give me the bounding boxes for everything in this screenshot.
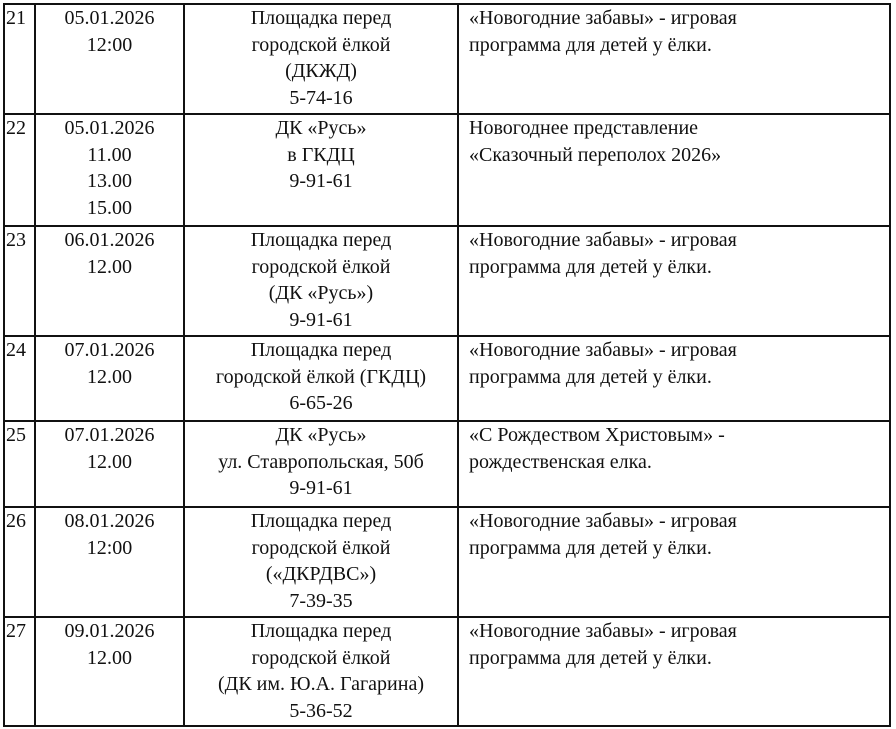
date-time-cell-line: 07.01.2026 xyxy=(64,339,155,361)
events-table xyxy=(3,3,891,727)
venue-cell-line: ДК «Русь» xyxy=(275,117,367,139)
event-description-cell xyxy=(458,4,890,114)
event-description-cell-line: рождественская елка. xyxy=(469,450,652,473)
venue-cell xyxy=(184,4,458,114)
venue-cell-line: ДК «Русь» xyxy=(275,424,367,446)
date-time-cell-line: 13.00 xyxy=(87,170,132,192)
venue-cell xyxy=(184,226,458,336)
date-time-cell-line: 15.00 xyxy=(87,196,132,219)
event-description-cell xyxy=(458,226,890,336)
venue-cell-line: Площадка перед xyxy=(250,229,392,251)
venue-cell-line: городской ёлкой xyxy=(251,33,391,56)
table-row xyxy=(4,336,890,421)
date-time-cell xyxy=(35,4,184,114)
event-description-cell xyxy=(458,421,890,507)
venue-cell xyxy=(184,114,458,226)
event-description-cell-line: Новогоднее представление xyxy=(469,117,699,139)
event-description-cell-line: «Новогодние забавы» - игровая xyxy=(469,510,737,532)
venue-cell xyxy=(184,617,458,726)
date-time-cell-line: 08.01.2026 xyxy=(64,510,155,532)
venue-cell-line: 9-91-61 xyxy=(289,170,353,192)
table-row xyxy=(4,226,890,336)
date-time-cell xyxy=(35,114,184,226)
date-time-cell-line: 12.00 xyxy=(87,450,132,473)
date-time-cell-line: 09.01.2026 xyxy=(64,620,155,642)
date-time-cell xyxy=(35,226,184,336)
event-description-cell-line: программа для детей у ёлки. xyxy=(469,536,712,559)
table-row xyxy=(4,617,890,726)
row-number-cell: 27 xyxy=(4,617,35,726)
table-row xyxy=(4,114,890,226)
event-description-cell-line: «С Рождеством Христовым» - xyxy=(469,424,725,446)
date-time-cell-line: 12.00 xyxy=(87,255,132,278)
event-description-cell xyxy=(458,507,890,617)
venue-cell-line: в ГКДЦ xyxy=(287,143,355,166)
venue-cell-line: 9-91-61 xyxy=(289,477,353,499)
event-description-cell-line: «Сказочный переполох 2026» xyxy=(469,143,722,166)
row-number-cell: 25 xyxy=(4,421,35,507)
date-time-cell xyxy=(35,507,184,617)
event-description-cell-line: «Новогодние забавы» - игровая xyxy=(469,620,737,642)
events-table-body xyxy=(4,4,890,726)
date-time-cell-line: 05.01.2026 xyxy=(64,117,155,139)
row-number-cell: 21 xyxy=(4,4,35,114)
venue-cell xyxy=(184,507,458,617)
venue-cell xyxy=(184,421,458,507)
venue-cell-line: 6-65-26 xyxy=(289,392,353,414)
venue-cell xyxy=(184,336,458,421)
date-time-cell-line: 07.01.2026 xyxy=(64,424,155,446)
venue-cell-line: Площадка перед xyxy=(250,620,392,642)
venue-cell-line: Площадка перед xyxy=(250,7,392,29)
date-time-cell xyxy=(35,421,184,507)
venue-cell-line: Площадка перед xyxy=(250,510,392,532)
date-time-cell xyxy=(35,617,184,726)
venue-cell-line: 7-39-35 xyxy=(289,589,353,612)
event-description-cell xyxy=(458,617,890,726)
date-time-cell-line: 05.01.2026 xyxy=(64,7,155,29)
event-description-cell-line: программа для детей у ёлки. xyxy=(469,365,712,388)
row-number-cell: 22 xyxy=(4,114,35,226)
date-time-cell-line: 12:00 xyxy=(86,536,133,559)
table-row xyxy=(4,4,890,114)
event-description-cell-line: «Новогодние забавы» - игровая xyxy=(469,229,737,251)
venue-cell-line: городской ёлкой xyxy=(251,646,391,669)
event-description-cell xyxy=(458,114,890,226)
date-time-cell-line: 11.00 xyxy=(87,143,132,166)
venue-cell-line: (ДК «Русь») xyxy=(268,282,374,304)
venue-cell-line: городской ёлкой xyxy=(251,536,391,559)
venue-cell-line: 5-36-52 xyxy=(289,699,353,722)
event-description-cell-line: «Новогодние забавы» - игровая xyxy=(469,7,737,29)
venue-cell-line: 5-74-16 xyxy=(289,86,353,109)
table-row xyxy=(4,507,890,617)
table-row xyxy=(4,421,890,507)
date-time-cell-line: 06.01.2026 xyxy=(64,229,155,251)
event-description-cell xyxy=(458,336,890,421)
event-description-cell-line: программа для детей у ёлки. xyxy=(469,646,712,669)
date-time-cell-line: 12.00 xyxy=(87,365,132,388)
venue-cell-line: (ДКЖД) xyxy=(285,60,357,82)
date-time-cell-line: 12.00 xyxy=(87,646,132,669)
row-number-cell: 26 xyxy=(4,507,35,617)
event-description-cell-line: программа для детей у ёлки. xyxy=(469,255,712,278)
venue-cell-line: 9-91-61 xyxy=(289,308,353,331)
venue-cell-line: («ДКРДВС») xyxy=(265,563,377,585)
venue-cell-line: (ДК им. Ю.А. Гагарина) xyxy=(218,673,424,695)
date-time-cell xyxy=(35,336,184,421)
venue-cell-line: Площадка перед xyxy=(250,339,392,361)
venue-cell-line: городской ёлкой xyxy=(251,255,391,278)
row-number-cell: 24 xyxy=(4,336,35,421)
row-number-cell: 23 xyxy=(4,226,35,336)
date-time-cell-line: 12:00 xyxy=(86,33,133,56)
venue-cell-line: ул. Ставропольская, 50б xyxy=(218,450,424,473)
event-description-cell-line: «Новогодние забавы» - игровая xyxy=(469,339,737,361)
event-description-cell-line: программа для детей у ёлки. xyxy=(469,33,712,56)
venue-cell-line: городской ёлкой (ГКДЦ) xyxy=(215,365,427,388)
